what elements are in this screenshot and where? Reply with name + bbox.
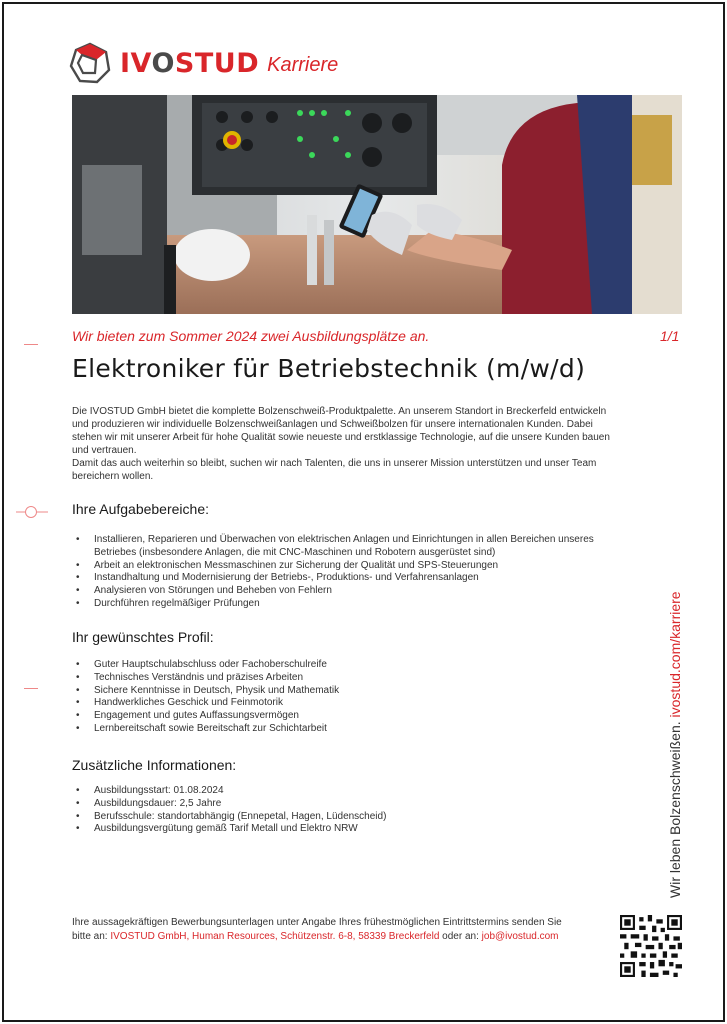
logo-mark-icon xyxy=(68,41,112,85)
worker-tablet-cnc-photo xyxy=(72,95,682,314)
list-item: • Arbeit an elektronischen Messmaschinen zur Sicherung der Qualität und SPS-Steuerungen xyxy=(72,560,612,573)
list-item: • Sichere Kenntnisse in Deutsch, Physik und Mathematik xyxy=(72,685,612,698)
tasks-list xyxy=(72,534,612,611)
info-heading: Zusätzliche Informationen: xyxy=(72,757,237,773)
list-item: • Lernbereitschaft sowie Bereitschaft zur Schichtarbeit xyxy=(72,723,612,736)
list-item: • Ausbildungsstart: 01.08.2024 xyxy=(72,785,612,798)
career-url-link[interactable]: ivostud.com/karriere xyxy=(667,591,683,718)
margin-mark xyxy=(24,344,38,345)
qr-code-icon[interactable] xyxy=(620,915,682,977)
postal-address: IVOSTUD GmbH, Human Resources, Schützenstr. 6-8, 58339 Breckerfeld xyxy=(110,931,440,942)
ivostud-logo xyxy=(68,40,338,86)
email-link[interactable]: job@ivostud.com xyxy=(481,931,559,942)
logo-wordmark: IVOSTUD xyxy=(120,47,260,79)
list-item: • Handwerkliches Geschick und Feinmotorik xyxy=(72,697,612,710)
application-footer xyxy=(72,916,592,944)
intro-text xyxy=(72,405,612,483)
list-item: • Instandhaltung und Modernisierung der Betriebs-, Produktions- und Verfahrensanlagen xyxy=(72,572,612,585)
list-item: • Engagement und gutes Auffassungsvermögen xyxy=(72,710,612,723)
profile-heading: Ihr gewünschtes Profil: xyxy=(72,629,214,645)
job-title: Elektroniker für Betriebstechnik (m/w/d) xyxy=(72,354,586,383)
list-item: • Technisches Verständnis und präzises Arbeiten xyxy=(72,672,612,685)
intro-paragraph-2: Damit das auch weiterhin so bleibt, suchen wir nach Talenten, die uns in unserer Mission unterstützen und unser Team bereichern wollen. xyxy=(72,458,597,482)
offer-line: Wir bieten zum Sommer 2024 zwei Ausbildungsplätze an. xyxy=(72,328,430,344)
list-item: • Guter Hauptschulabschluss oder Fachoberschulreife xyxy=(72,659,612,672)
section-marker-icon xyxy=(16,505,48,519)
intro-paragraph-1: Die IVOSTUD GmbH bietet die komplette Bolzenschweiß-Produktpalette. An unserem Standort in Breckerfeld entwickeln und produzieren wir individuelle Bolzenschweißanlagen und Schweißbolzen für unsere internationalen Kunden. Dabei stehen wir mit unserer Arbeit für hohe Qualität sowie neueste und erstklassige Technologie, auf die unsere Kunden bauen und vertrauen. xyxy=(72,406,610,456)
list-item: • Ausbildungsdauer: 2,5 Jahre xyxy=(72,798,612,811)
footer-line-2: bitte an: IVOSTUD GmbH, Human Resources, Schützenstr. 6-8, 58339 Breckerfeld oder an: job@ivostud.com xyxy=(72,931,559,942)
list-item: • Ausbildungsvergütung gemäß Tarif Metall und Elektro NRW xyxy=(72,823,612,836)
hero-photo xyxy=(72,95,682,314)
logo-karriere: Karriere xyxy=(267,53,339,76)
side-slogan: Wir leben Bolzenschweißen. ivostud.com/karriere xyxy=(667,591,683,898)
profile-list xyxy=(72,659,612,736)
list-item: • Analysieren von Störungen und Beheben von Fehlern xyxy=(72,585,612,598)
margin-mark xyxy=(24,688,38,689)
tasks-heading: Ihre Aufgabebereiche: xyxy=(72,501,209,517)
list-item: • Berufsschule: standortabhängig (Ennepetal, Hagen, Lüdenscheid) xyxy=(72,811,612,824)
page-number: 1/1 xyxy=(660,328,680,344)
list-item: • Durchführen regelmäßiger Prüfungen xyxy=(72,598,612,611)
footer-line-1: Ihre aussagekräftigen Bewerbungsunterlagen unter Angabe Ihres frühestmöglichen Eintrittstermins senden Sie xyxy=(72,917,562,928)
info-list xyxy=(72,785,612,836)
list-item: • Installieren, Reparieren und Überwachen von elektrischen Anlagen und Einrichtungen in allen Bereichen unseres Betriebes (insbesondere Anlagen, die mit CNC-Maschinen und Robotern ausgerüstet sind) xyxy=(72,534,612,560)
